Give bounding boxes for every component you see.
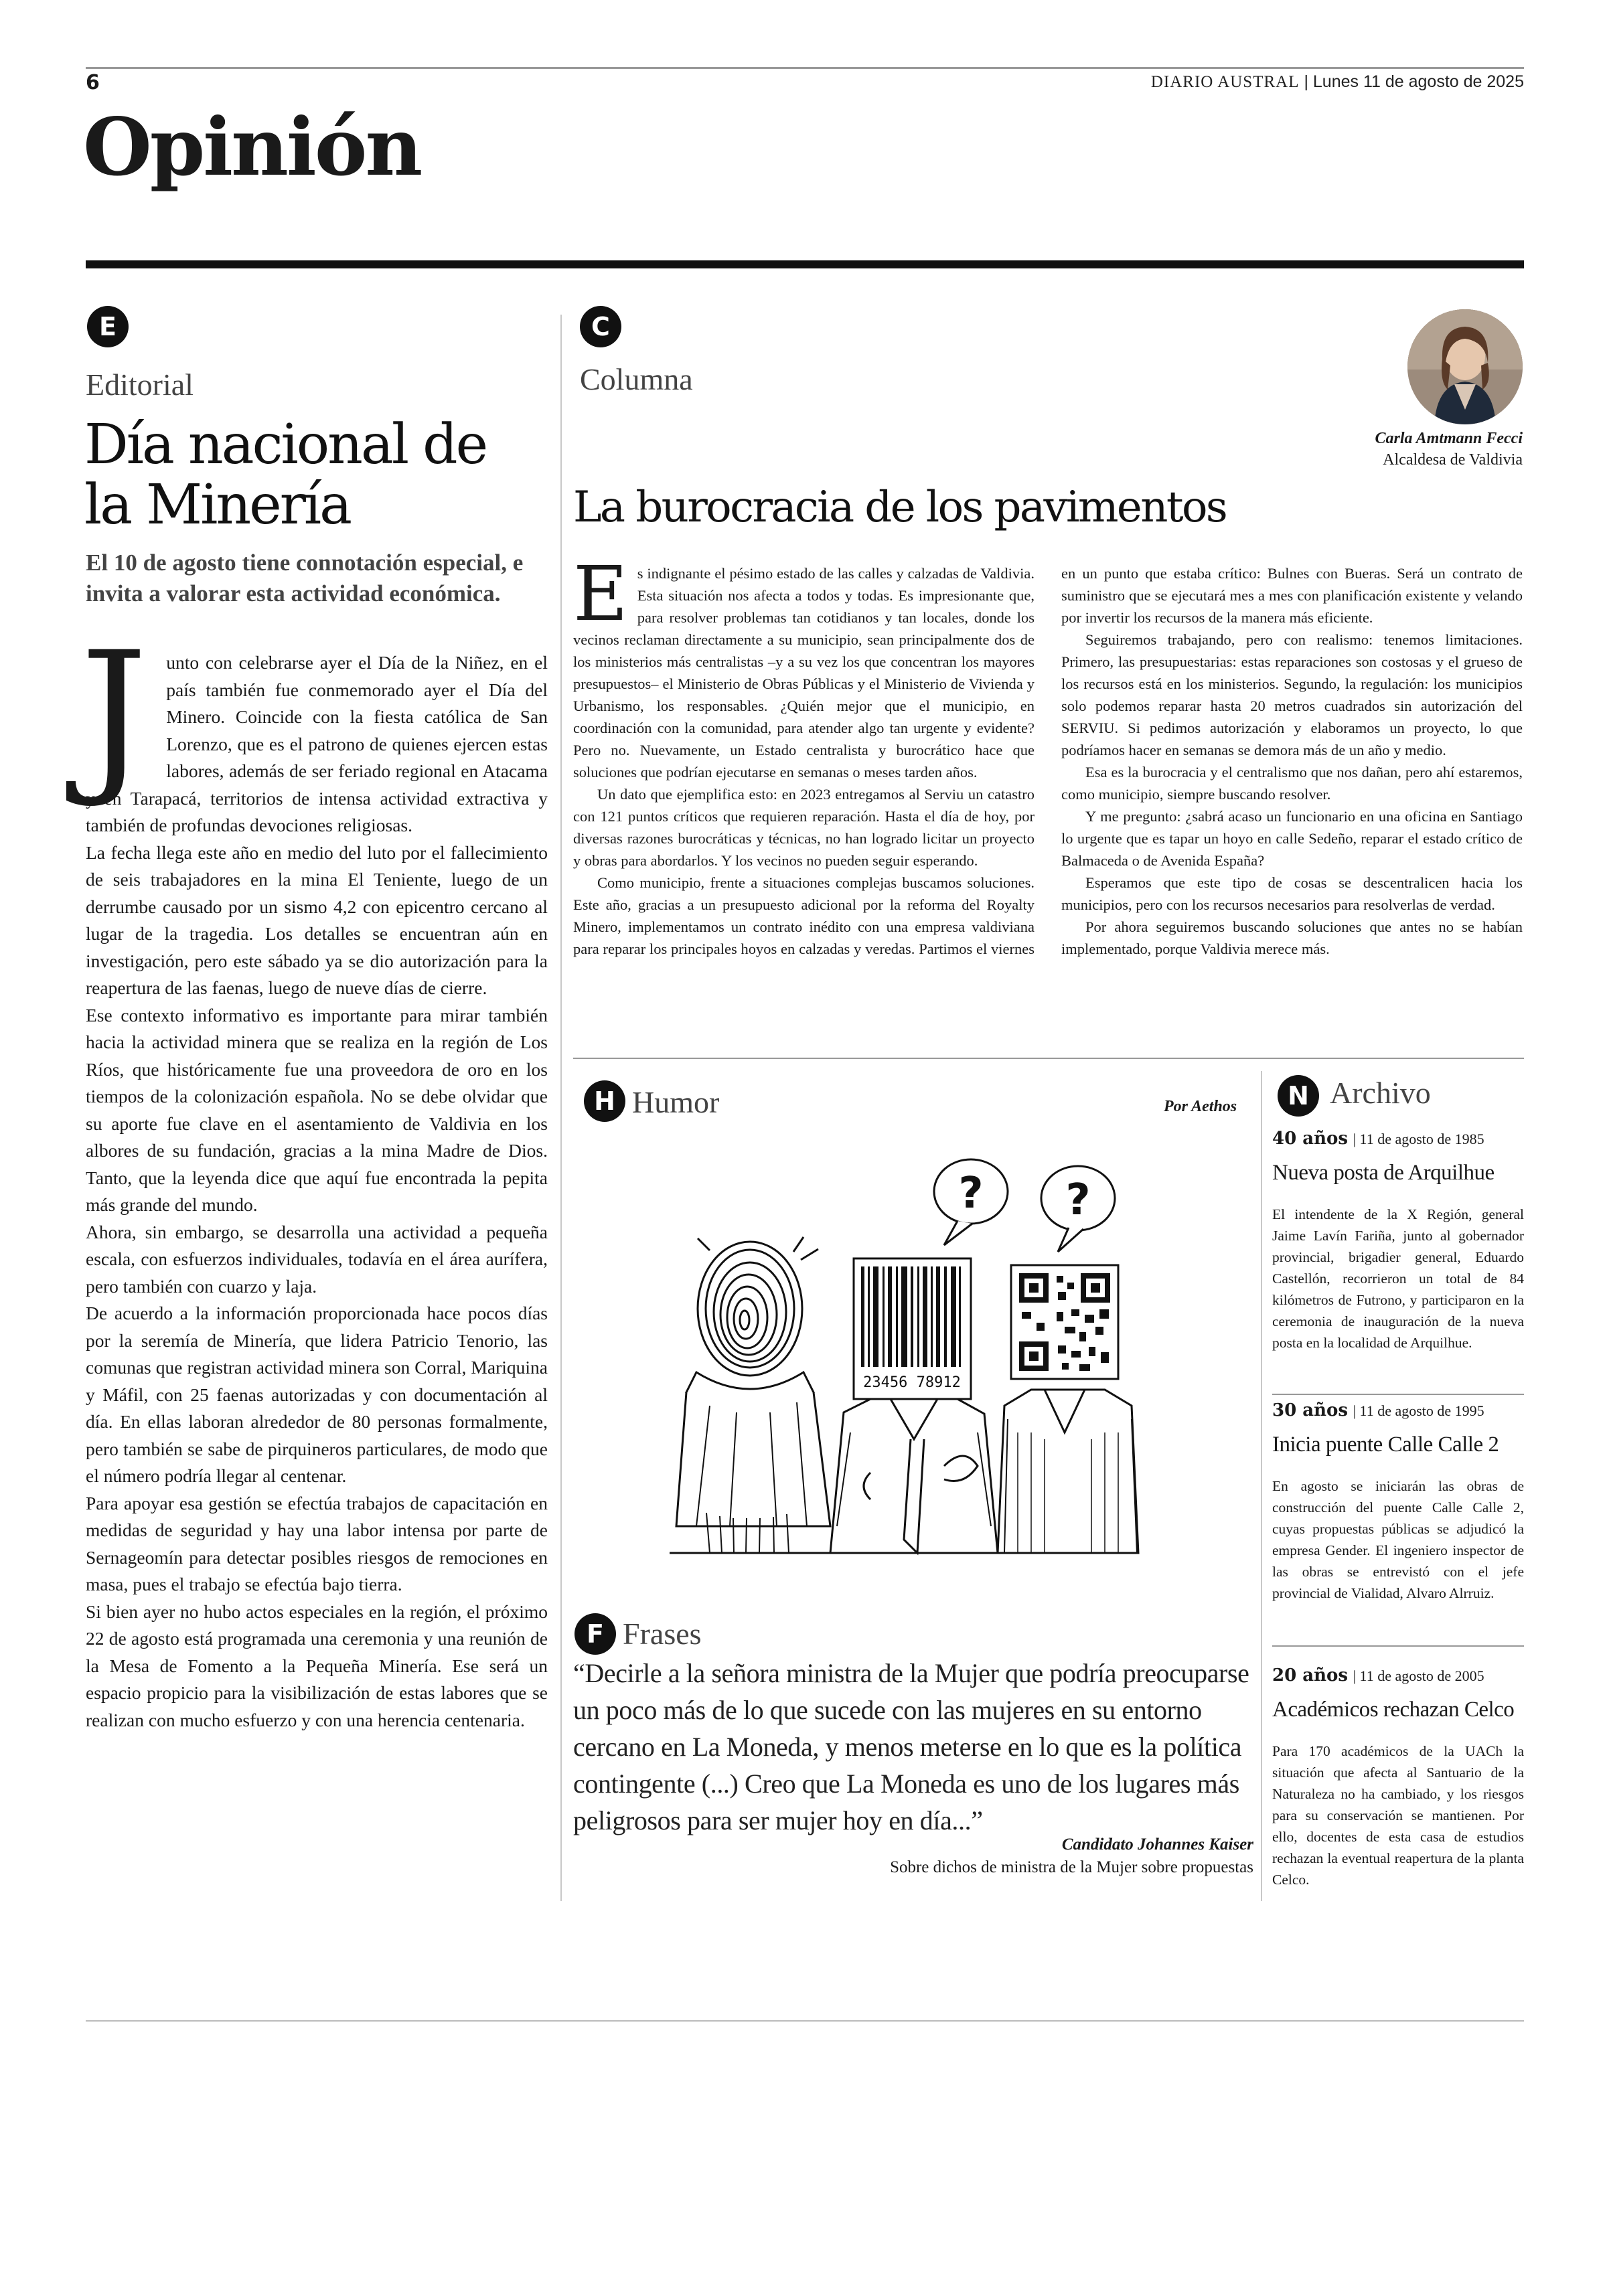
editorial-paragraph-text: unto con celebrarse ayer el Día de la Niñez, en el país también fue conmemorado ayer el Día del Minero. Coincide con la fiesta católica de San Lorenzo, que es el patrono de quienes ejercen estas labores, además de ser feriado regional en Atacama y en Tarapacá, territorios de intensa actividad extractiva y también de profundas devociones religiosas. bbox=[86, 652, 548, 835]
column-paragraph: Como municipio, frente a situaciones complejas buscamos soluciones. Este año, gracias a un presupuesto adicional por la reforma del Royalty Minero, implementamos un contrato inédito con una empresa valdiviana para reparar los principales hoyos en calzadas y veredas. Partimos el viernes en un punto que estaba crítico: Bulnes con Bueras. Será un contrato de suministro que se ejecutará mes a mes con planificación existente y velando por invertir los recursos de la manera más eficiente. bbox=[573, 565, 1523, 957]
humor-cartoon bbox=[670, 1151, 1152, 1580]
editorial-title-line2: la Minería bbox=[84, 473, 351, 537]
fingerprint-head bbox=[698, 1242, 802, 1376]
archivo-item bbox=[1272, 1400, 1524, 1604]
editorial-paragraph: Ese contexto informativo es importante para mirar también hacia la actividad minera que se realiza en la región de Los Ríos, que históricamente fue una proveedora de oro en los tiempos de la colonización española. No se debe olvidar que su aporte fue clave en el asentamiento de Valdivia en los albores de su fundación, gracias a la mina Madre de Dios. Tanto, que la leyenda dice que aquí fue encontrada la pepita más grande del mundo. bbox=[86, 1004, 548, 1215]
date-separator: | bbox=[1304, 72, 1313, 91]
archivo-item-dateline bbox=[1272, 1665, 1524, 1686]
column-bottom-rule bbox=[573, 1058, 1524, 1059]
archivo-date: | 11 de agosto de 2005 bbox=[1353, 1667, 1484, 1684]
editorial-paragraph: Para apoyar esa gestión se efectúa trabajos de capacitación en medidas de seguridad y hay una labor intensa por parte de Sernageomín para detectar posibles riesgos de remociones en masa, pues el trabajo se efectúa bajo tierra. bbox=[86, 1492, 548, 1594]
editorial-paragraph: Si bien ayer no hubo actos especiales en la región, el próximo 22 de agosto está programada una ceremonia y una reunión de la Mesa de Fomento a la Pequeña Minería. Ese será un espacio propicio para la visibilización de estas labores que se realizan con mucho esfuerzo y con una herencia centenaria. bbox=[86, 1601, 548, 1730]
frases-label: Frases bbox=[623, 1617, 702, 1651]
author-role: Alcaldesa de Valdivia bbox=[1383, 451, 1523, 469]
publication-date: Lunes 11 de agosto de 2025 bbox=[1312, 72, 1524, 91]
humor-credit: Por Aethos bbox=[1164, 1098, 1237, 1115]
column-label: Columna bbox=[580, 362, 693, 396]
column-paragraph: Esa es la burocracia y el centralismo que nos dañan, pero ahí estaremos, como municipio, siempre buscando resolver. bbox=[1061, 764, 1523, 803]
editorial-label: Editorial bbox=[86, 367, 194, 402]
frases-author: Candidato Johannes Kaiser bbox=[1061, 1835, 1253, 1854]
editorial-body bbox=[80, 616, 548, 1734]
editorial-title-line1: Día nacional de bbox=[84, 413, 487, 477]
archivo-divider bbox=[1272, 1394, 1524, 1395]
column-dropcap: E bbox=[573, 551, 628, 638]
column-paragraph: Esperamos que este tipo de cosas se descentralicen hacia los municipios, pero con los recursos necesarios para resolverlas de verdad. bbox=[1061, 874, 1523, 913]
top-rule bbox=[86, 67, 1524, 69]
editorial-title bbox=[84, 415, 553, 536]
frases-context: Sobre dichos de ministra de la Mujer sobre propuestas bbox=[890, 1858, 1253, 1876]
archivo-years: 20 años bbox=[1272, 1665, 1348, 1686]
humor-badge: H bbox=[584, 1080, 625, 1122]
column-paragraph: Y me pregunto: ¿sabrá acaso un funcionario en una oficina en Santiago lo urgente que es tapar un hoyo en calle Sedeño, reparar el estado crítico de Balmaceda o de Avenida España? bbox=[1061, 808, 1523, 869]
humor-label: Humor bbox=[632, 1085, 720, 1119]
archivo-item-title: Académicos rechazan Celco bbox=[1272, 1698, 1515, 1722]
archivo-years: 30 años bbox=[1272, 1400, 1348, 1420]
section-title: Opinión bbox=[83, 100, 421, 193]
barcode-bars bbox=[861, 1266, 961, 1367]
archivo-item bbox=[1272, 1665, 1524, 1890]
editorial-paragraph bbox=[80, 616, 548, 839]
editorial-subtitle: El 10 de agosto tiene connotación especial, e invita a valorar esta actividad económica. bbox=[86, 550, 524, 606]
author-photo bbox=[1407, 309, 1523, 424]
column-paragraph: Por ahora seguiremos buscando soluciones que antes no se habían implementado, porque Valdivia merece más. bbox=[1061, 918, 1523, 957]
column-paragraph: Un dato que ejemplifica esto: en 2023 entregamos al Serviu un catastro con 121 puntos críticos que requieren reparación. Hasta el día de hoy, por diversas razones burocráticas y técnicas, no han logrado licitar un proyecto y obras para abordarlos. Y los vecinos no pueden seguir esperando. bbox=[573, 786, 1035, 869]
bottom-rule bbox=[86, 2020, 1524, 2022]
barcode-number: 23456 78912 bbox=[863, 1374, 961, 1391]
column-title: La burocracia de los pavimentos bbox=[573, 483, 1227, 532]
archivo-date: | 11 de agosto de 1995 bbox=[1353, 1402, 1484, 1419]
author-portrait-image bbox=[1407, 309, 1523, 424]
archivo-badge: N bbox=[1278, 1075, 1319, 1117]
cartoon-drawing bbox=[670, 1151, 1152, 1580]
publication-date-line bbox=[1151, 72, 1524, 92]
archivo-item-title: Inicia puente Calle Calle 2 bbox=[1272, 1432, 1499, 1457]
column-divider-left bbox=[560, 315, 562, 1901]
archivo-item-text: El intendente de la X Región, general Jaime Lavín Fariña, junto al gobernador provincial, brigadier general, Eduardo Castellón, recorrieron un total de 84 kilómetros de Futrono, y participaron en la ceremonia de inauguración de la nueva posta en la localidad de Arquilhue. bbox=[1272, 1206, 1524, 1351]
editorial-paragraph: Ahora, sin embargo, se desarrolla una actividad a pequeña escala, con esfuerzos individuales, todavía en el área aurífera, pero también con cuarzo y laja. bbox=[86, 1221, 548, 1297]
question-mark-right: ? bbox=[1065, 1175, 1091, 1225]
frases-quote: “Decirle a la señora ministra de la Mujer que podría preocuparse un poco más de lo que sucede con las mujeres en su entorno cercano en La Moneda, y menos meterse en lo que es la política contingente (...) Creo que La Moneda es uno de los lugares más peligrosos para ser mujer hoy en día...” bbox=[573, 1658, 1249, 1835]
column-divider-right bbox=[1261, 1071, 1262, 1901]
column-paragraph-text: s indignante el pésimo estado de las calles y calzadas de Valdivia. Esta situación nos afecta a todos y todas. Es impresionante que, para resolver problemas tan cotidianos y tan locales, donde los vecinos reclaman directamente a su municipio, sean principalmente dos de los ministerios más centralistas –y a su vez los que concentran los mayores presupuestos– el Ministerio de Obras Públicas y el Ministerio de Vivienda y Urbanismo, los responsables. ¿Quién mejor que el municipio, en coordinación con la comunidad, para atender algo tan urgente y evidente? Pero no. Nuevamente, un Estado centralista y burocrático hace que soluciones que podrían ejecutarse en semanas o meses tarden años. bbox=[573, 565, 1035, 781]
frases-badge: F bbox=[575, 1613, 616, 1655]
archivo-item-text: Para 170 académicos de la UACh la situación que afecta al Santuario de la Naturaleza no ha cambiado, y los riesgos para su conservación se mantienen. Por ello, docentes de esta casa de estudios rechazan la eventual reapertura de la planta Celco. bbox=[1272, 1743, 1524, 1888]
page-number: 6 bbox=[86, 71, 100, 94]
publication-name: DIARIO AUSTRAL bbox=[1150, 73, 1300, 91]
archivo-item-dateline bbox=[1272, 1400, 1524, 1420]
column-badge: C bbox=[580, 306, 621, 347]
question-mark-left: ? bbox=[958, 1169, 984, 1218]
column-paragraph bbox=[573, 551, 1035, 783]
editorial-paragraph: De acuerdo a la información proporcionada hace pocos días por la seremía de Minería, que lidera Patricio Tenorio, las comunas que registran actividad minera son Corral, Mariquina y Máfil, con 25 faenas autorizadas y con documentación al día. En ellas laboran alrededor de 80 personas formalmente, pero también se sabe de pirquineros particulares, de modo que el número podría llegar al centenar. bbox=[86, 1303, 548, 1486]
archivo-item-dateline bbox=[1272, 1129, 1524, 1149]
column-body bbox=[573, 551, 1523, 1034]
editorial-dropcap: J bbox=[80, 616, 148, 811]
archivo-item-title: Nueva posta de Arquilhue bbox=[1272, 1161, 1495, 1185]
author-name: Carla Amtmann Fecci bbox=[1375, 430, 1523, 447]
editorial-paragraph: La fecha llega este año en medio del luto por el fallecimiento de seis trabajadores en la mina El Teniente, luego de un derrumbe causado por un sismo 4,2 con epicentro cercano al lugar de la tragedia. Los detalles se encuentran aún en investigación, pero este sábado ya se dio autorización para la reapertura de las faenas, luego de nueve días de cierre. bbox=[86, 841, 548, 998]
archivo-divider bbox=[1272, 1645, 1524, 1647]
archivo-label: Archivo bbox=[1330, 1076, 1431, 1110]
archivo-item-text: En agosto se iniciarán las obras de construcción del puente Calle Calle 2, cuyas propuestas públicas se adjudicó la empresa Gender. El ingeniero inspector de las obras se entrevistó con el jefe provincial de Vialidad, Alvaro Alrruiz. bbox=[1272, 1478, 1524, 1601]
section-rule bbox=[86, 260, 1524, 268]
column-paragraph: Seguiremos trabajando, pero con realismo: tenemos limitaciones. Primero, las presupuestarias: estas reparaciones son costosas y el grueso de los recursos está en los ministerios. Segundo, la regulación: los municipios solo podemos reparar hasta 20 metros cuadrados sin autorización del SERVIU. Si pedimos autorización y elaboramos un proyecto, lo que podríamos hacer en semanas se demora más de un año y medio. bbox=[1061, 631, 1523, 758]
editorial-badge: E bbox=[87, 306, 129, 347]
archivo-item bbox=[1272, 1129, 1524, 1354]
archivo-date: | 11 de agosto de 1985 bbox=[1353, 1131, 1484, 1147]
archivo-years: 40 años bbox=[1272, 1129, 1348, 1149]
